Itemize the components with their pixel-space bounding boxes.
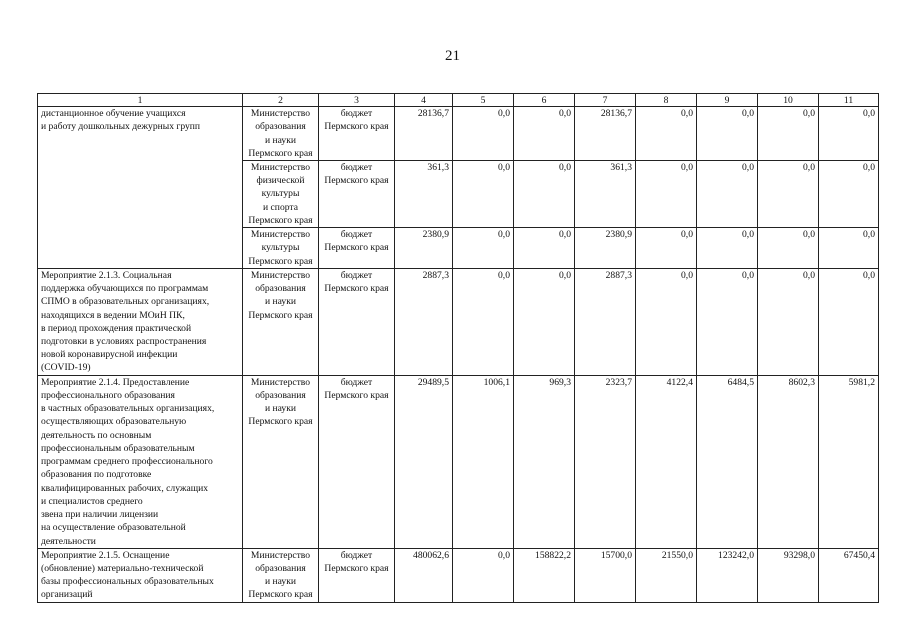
amount-cell: 15700,0 bbox=[575, 548, 636, 602]
amount-cell: 361,3 bbox=[575, 160, 636, 227]
amount-cell: 480062,6 bbox=[395, 548, 453, 602]
table-header bbox=[38, 94, 879, 107]
amount-cell: 8602,3 bbox=[758, 375, 819, 548]
activity-name-cell-line: находящихся в ведении МОиН ПК, bbox=[41, 309, 185, 321]
amount-cell: 0,0 bbox=[697, 228, 758, 269]
amount-cell: 0,0 bbox=[453, 107, 514, 161]
amount-cell: 158822,2 bbox=[514, 548, 575, 602]
funding-source-cell-line: Пермского края bbox=[324, 283, 389, 295]
funding-source-cell-line: Пермского края bbox=[324, 563, 389, 574]
funding-source-cell-line: бюджет bbox=[340, 549, 373, 561]
executor-cell-line: и науки bbox=[264, 403, 297, 415]
amount-cell: 2380,9 bbox=[575, 228, 636, 269]
funding-source-cell-line: бюджет bbox=[340, 161, 373, 173]
table-body bbox=[38, 107, 879, 603]
activity-name-cell bbox=[38, 107, 243, 269]
activity-name-cell-line: Мероприятие 2.1.5. Оснащение bbox=[41, 549, 170, 561]
activity-name-cell-line: деятельности bbox=[41, 535, 96, 547]
budget-table bbox=[37, 93, 879, 603]
executor-cell-line: Пермского края bbox=[248, 589, 313, 601]
amount-cell: 0,0 bbox=[636, 268, 697, 375]
amount-cell: 4122,4 bbox=[636, 375, 697, 548]
funding-source-cell bbox=[319, 268, 395, 375]
activity-name-cell-line: звена при наличии лицензии bbox=[41, 509, 159, 521]
amount-cell: 969,3 bbox=[514, 375, 575, 548]
executor-cell-line: и науки bbox=[264, 296, 297, 308]
activity-name-cell-line: в период прохождения практической bbox=[41, 322, 192, 334]
amount-cell: 0,0 bbox=[514, 268, 575, 375]
executor-cell-line: Пермского края bbox=[248, 309, 313, 321]
activity-name-cell-line: осуществляющих образовательную bbox=[41, 416, 187, 428]
column-header: 6 bbox=[514, 94, 575, 107]
funding-source-cell bbox=[319, 160, 395, 227]
executor-cell-line: и спорта bbox=[263, 201, 298, 213]
activity-name-cell-line: программам среднего профессионального bbox=[41, 456, 213, 468]
funding-source-cell bbox=[319, 107, 395, 161]
amount-cell: 0,0 bbox=[697, 107, 758, 161]
executor-cell-line: физической bbox=[256, 175, 305, 187]
funding-source-cell-line: бюджет bbox=[340, 376, 373, 388]
activity-name-cell-line: профессионального образования bbox=[41, 389, 175, 401]
funding-source-cell-line: бюджет bbox=[340, 269, 373, 281]
amount-cell: 0,0 bbox=[636, 160, 697, 227]
amount-cell: 0,0 bbox=[514, 160, 575, 227]
column-header: 8 bbox=[636, 94, 697, 107]
header-row bbox=[38, 94, 879, 107]
table-row bbox=[38, 268, 879, 375]
column-header: 4 bbox=[395, 94, 453, 107]
activity-name-cell bbox=[38, 268, 243, 375]
amount-cell: 0,0 bbox=[453, 548, 514, 602]
amount-cell: 0,0 bbox=[453, 268, 514, 375]
column-header: 2 bbox=[243, 94, 319, 107]
funding-source-cell-line: Пермского края bbox=[324, 175, 389, 187]
activity-name-cell-line: (обновление) материально-технической bbox=[41, 563, 204, 574]
activity-name-cell-line: подготовки в условиях распространения bbox=[41, 336, 207, 348]
executor-cell-line: образования bbox=[255, 389, 306, 401]
funding-source-cell-line: бюджет bbox=[340, 108, 373, 120]
executor-cell bbox=[243, 268, 319, 375]
amount-cell: 29489,5 bbox=[395, 375, 453, 548]
funding-source-cell-line: Пермского края bbox=[324, 242, 389, 254]
column-header: 5 bbox=[453, 94, 514, 107]
executor-cell-line: Министерство bbox=[250, 108, 311, 120]
executor-cell-line: культуры bbox=[261, 188, 300, 200]
amount-cell: 0,0 bbox=[453, 228, 514, 269]
funding-source-cell-line: Пермского края bbox=[324, 121, 389, 133]
executor-cell-line: образования bbox=[255, 563, 306, 574]
activity-name-cell bbox=[38, 375, 243, 548]
amount-cell: 93298,0 bbox=[758, 548, 819, 602]
amount-cell: 1006,1 bbox=[453, 375, 514, 548]
amount-cell: 0,0 bbox=[819, 160, 879, 227]
executor-cell-line: Министерство bbox=[250, 376, 311, 388]
amount-cell: 0,0 bbox=[819, 107, 879, 161]
amount-cell: 0,0 bbox=[453, 160, 514, 227]
amount-cell: 0,0 bbox=[758, 268, 819, 375]
activity-name-cell-line: базы профессиональных образовательных bbox=[41, 576, 214, 588]
amount-cell: 2323,7 bbox=[575, 375, 636, 548]
amount-cell: 28136,7 bbox=[395, 107, 453, 161]
activity-name-cell-line: и специалистов среднего bbox=[41, 495, 143, 507]
page-number: 21 bbox=[445, 48, 460, 64]
activity-name-cell-line: Мероприятие 2.1.4. Предоставление bbox=[41, 376, 190, 388]
table-row bbox=[38, 107, 879, 161]
activity-name-cell-line: профессиональным образовательным bbox=[41, 442, 195, 454]
funding-source-cell-line: бюджет bbox=[340, 229, 373, 241]
executor-cell-line: Министерство bbox=[250, 161, 311, 173]
executor-cell-line: образования bbox=[255, 283, 306, 295]
executor-cell-line: Министерство bbox=[250, 549, 311, 561]
amount-cell: 5981,2 bbox=[819, 375, 879, 548]
executor-cell-line: Пермского края bbox=[248, 147, 313, 159]
executor-cell bbox=[243, 375, 319, 548]
amount-cell: 21550,0 bbox=[636, 548, 697, 602]
amount-cell: 123242,0 bbox=[697, 548, 758, 602]
activity-name-cell-line: на осуществление образовательной bbox=[41, 522, 186, 534]
amount-cell: 67450,4 bbox=[819, 548, 879, 602]
activity-name-cell-line: квалифицированных рабочих, служащих bbox=[41, 482, 209, 494]
activity-name-cell-line: (COVID-19) bbox=[41, 362, 91, 374]
amount-cell: 2887,3 bbox=[395, 268, 453, 375]
activity-name-cell-line: дистанционное обучение учащихся bbox=[41, 108, 186, 120]
activity-name-cell-line: деятельность по основным bbox=[41, 429, 152, 441]
funding-source-cell bbox=[319, 548, 395, 602]
executor-cell-line: Министерство bbox=[250, 269, 311, 281]
column-header: 3 bbox=[319, 94, 395, 107]
amount-cell: 2887,3 bbox=[575, 268, 636, 375]
amount-cell: 0,0 bbox=[514, 228, 575, 269]
executor-cell-line: Министерство bbox=[250, 229, 311, 241]
amount-cell: 0,0 bbox=[758, 160, 819, 227]
activity-name-cell-line: новой коронавирусной инфекции bbox=[41, 349, 178, 361]
column-header: 11 bbox=[819, 94, 879, 107]
activity-name-cell-line: поддержка обучающихся по программам bbox=[41, 283, 209, 295]
amount-cell: 0,0 bbox=[819, 268, 879, 375]
amount-cell: 0,0 bbox=[697, 268, 758, 375]
executor-cell-line: и науки bbox=[264, 576, 297, 588]
amount-cell: 0,0 bbox=[636, 107, 697, 161]
executor-cell-line: образования bbox=[255, 121, 306, 133]
activity-name-cell-line: образования по подготовке bbox=[41, 469, 152, 481]
activity-name-cell bbox=[38, 548, 243, 602]
amount-cell: 0,0 bbox=[514, 107, 575, 161]
amount-cell: 28136,7 bbox=[575, 107, 636, 161]
table-row bbox=[38, 375, 879, 548]
executor-cell-line: культуры bbox=[261, 242, 300, 254]
column-header: 7 bbox=[575, 94, 636, 107]
activity-name-cell-line: Мероприятие 2.1.3. Социальная bbox=[41, 269, 172, 281]
activity-name-cell-line: СПМО в образовательных организациях, bbox=[41, 296, 210, 308]
activity-name-cell-line: в частных образовательных организациях, bbox=[41, 403, 215, 415]
executor-cell bbox=[243, 160, 319, 227]
executor-cell bbox=[243, 548, 319, 602]
amount-cell: 0,0 bbox=[758, 228, 819, 269]
activity-name-cell-line: и работу дошкольных дежурных групп bbox=[41, 121, 201, 133]
executor-cell-line: Пермского края bbox=[248, 214, 313, 226]
amount-cell: 0,0 bbox=[758, 107, 819, 161]
column-header: 9 bbox=[697, 94, 758, 107]
column-header: 10 bbox=[758, 94, 819, 107]
amount-cell: 0,0 bbox=[697, 160, 758, 227]
funding-source-cell bbox=[319, 375, 395, 548]
activity-name-cell-line: организаций bbox=[41, 589, 93, 601]
executor-cell bbox=[243, 107, 319, 161]
column-header: 1 bbox=[38, 94, 243, 107]
amount-cell: 2380,9 bbox=[395, 228, 453, 269]
executor-cell-line: Пермского края bbox=[248, 416, 313, 428]
executor-cell-line: и науки bbox=[264, 134, 297, 146]
amount-cell: 0,0 bbox=[819, 228, 879, 269]
amount-cell: 6484,5 bbox=[697, 375, 758, 548]
table-row bbox=[38, 548, 879, 602]
funding-source-cell bbox=[319, 228, 395, 269]
executor-cell bbox=[243, 228, 319, 269]
amount-cell: 0,0 bbox=[636, 228, 697, 269]
amount-cell: 361,3 bbox=[395, 160, 453, 227]
executor-cell-line: Пермского края bbox=[248, 255, 313, 267]
funding-source-cell-line: Пермского края bbox=[324, 389, 389, 401]
